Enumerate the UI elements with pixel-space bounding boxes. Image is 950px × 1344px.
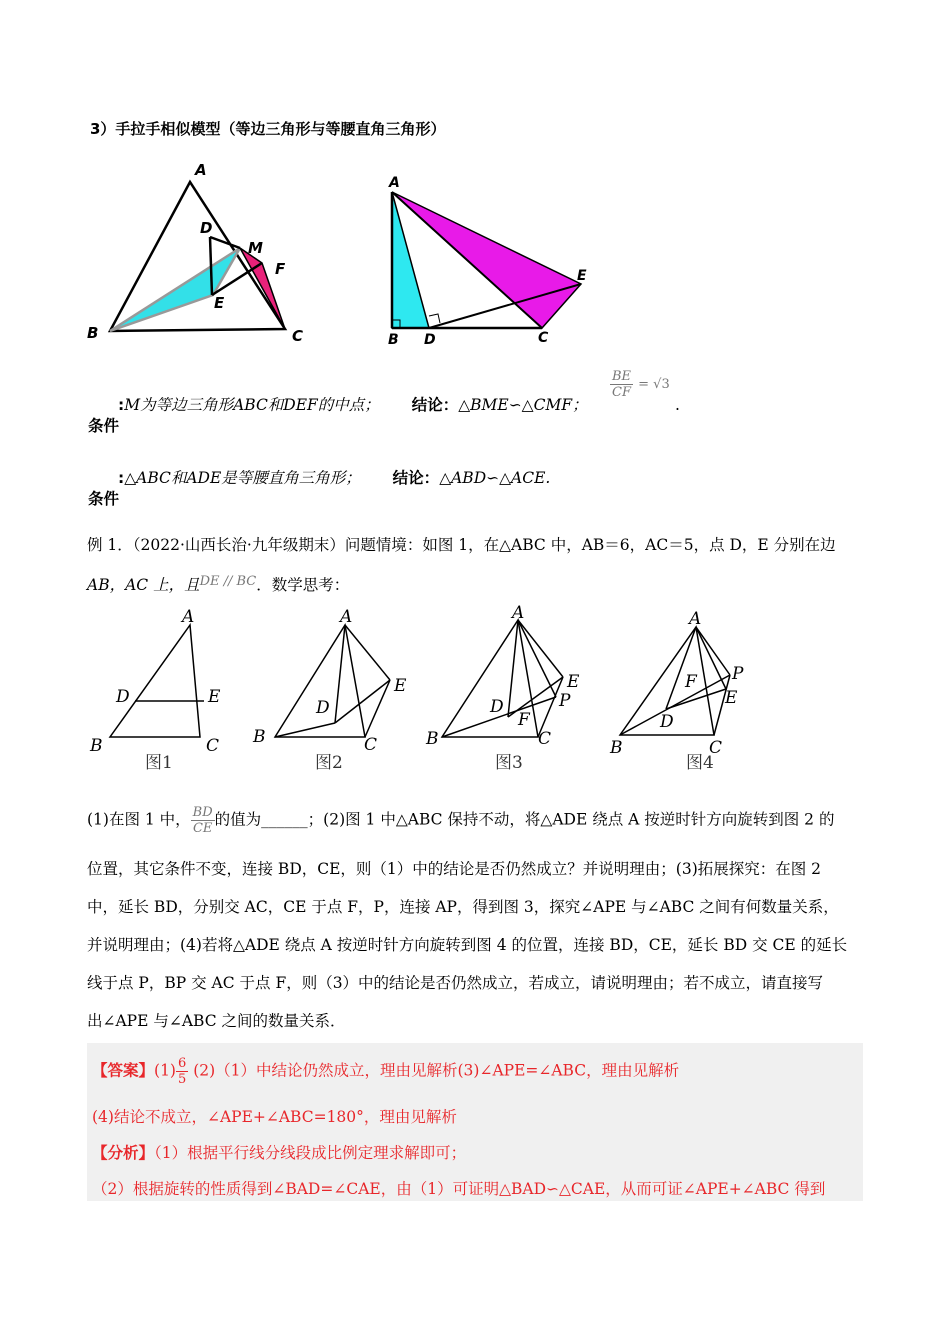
cond2-text: △ABC和ADE是等腰直角三角形； bbox=[124, 469, 361, 487]
frac-rhs: = √3 bbox=[638, 377, 670, 392]
question-line-4: 并说明理由；(4)若将△ADE 绕点 A 按逆时针方向旋转到图 4 的位置，连接 BD，CE，延长 BD 交 CE 的延长 bbox=[87, 936, 848, 954]
answer-1-prefix: (1) bbox=[154, 1061, 176, 1080]
fig1-label-d: D bbox=[116, 687, 130, 707]
fig3-label-f: F bbox=[518, 710, 530, 730]
answer-frac-den: 5 bbox=[177, 1072, 187, 1087]
cond1-period: . bbox=[675, 396, 680, 414]
cond1-conclusion: △BME∽△CMF； bbox=[458, 396, 588, 414]
fig2-label-d: D bbox=[316, 698, 330, 718]
figure-3 bbox=[425, 605, 580, 773]
analysis-line-2: （2）根据旋转的性质得到∠BAD=∠CAE，由（1）可证明△BAD∽△CAE，从而可证∠APE+∠ABC 得到 bbox=[92, 1180, 826, 1198]
fig3-label-a: A bbox=[512, 605, 525, 623]
fig4-label-c: C bbox=[709, 738, 723, 758]
segment-dm bbox=[210, 237, 240, 248]
label-d: D bbox=[200, 219, 213, 237]
figure-4 bbox=[609, 609, 744, 773]
question-line-2: 位置，其它条件不变，连接 BD，CE，则（1）中的结论是否仍然成立？并说明理由；(3)拓展探究：在图 2 bbox=[87, 860, 822, 878]
figure-right-triangle-model bbox=[380, 168, 600, 348]
fig3-label-d: D bbox=[490, 697, 504, 717]
answer-frac-num: 6 bbox=[177, 1056, 187, 1071]
q1-frac-den: CE bbox=[192, 821, 213, 836]
question-line-3: 中，延长 BD，分别交 AC，CE 于点 F，P，连接 AP，得到图 3，探究∠APE 与∠ABC 之间有何数量关系， bbox=[87, 898, 839, 916]
analysis-line-1 bbox=[92, 1140, 862, 1166]
caption-fig4: 图4 bbox=[686, 753, 714, 773]
caption-fig2: 图2 bbox=[315, 753, 343, 773]
figure-equilateral-model bbox=[80, 155, 320, 350]
fig4-label-a: A bbox=[689, 609, 702, 629]
condition-1-line bbox=[118, 392, 588, 418]
caption-fig1: 图1 bbox=[145, 753, 173, 773]
cond1-tag: 条件 bbox=[88, 417, 120, 435]
example-line2-b: ．数学思考： bbox=[256, 576, 350, 594]
q1-b: 的值为______；(2)图 1 中△ABC 保持不动，将△ADE 绕点 A 按逆时针方向旋转到图 2 的 bbox=[214, 810, 835, 829]
question-line-1 bbox=[87, 805, 867, 836]
fig1-label-e: E bbox=[208, 687, 221, 707]
q1-frac-num: BD bbox=[192, 805, 213, 820]
answer-tag: 【答案】 bbox=[92, 1061, 155, 1080]
label-a: A bbox=[195, 161, 207, 179]
label-c: C bbox=[538, 330, 549, 346]
frac-denominator: CF bbox=[612, 385, 631, 400]
fig3-label-c: C bbox=[538, 729, 552, 749]
label-f: F bbox=[275, 260, 286, 278]
answer-line-4: (4)结论不成立，∠APE+∠ABC=180°，理由见解析 bbox=[92, 1108, 457, 1126]
label-d: D bbox=[424, 332, 436, 348]
cond1-text: M为等边三角形ABC和DEF的中点； bbox=[124, 396, 380, 414]
analysis-tag: 【分析】 bbox=[92, 1144, 155, 1162]
fig3-label-p: P bbox=[559, 691, 571, 711]
q1-a: (1)在图 1 中， bbox=[87, 810, 191, 829]
cond1-conclusion-label: 结论： bbox=[411, 396, 459, 414]
label-e: E bbox=[214, 294, 225, 312]
fig4-label-f: F bbox=[685, 672, 697, 692]
label-b: B bbox=[87, 324, 99, 342]
figure-1 bbox=[89, 607, 221, 773]
cond1-fraction bbox=[610, 369, 670, 400]
label-c: C bbox=[292, 327, 304, 345]
example-line-2 bbox=[87, 569, 867, 598]
fig4-label-p: P bbox=[732, 664, 744, 684]
cond1-colon: : bbox=[118, 396, 125, 414]
right-angle-d bbox=[429, 314, 440, 323]
fig2-label-e: E bbox=[394, 676, 407, 696]
fig1-label-a: A bbox=[182, 607, 195, 627]
cond2-tag: 条件 bbox=[88, 490, 120, 508]
fig3-label-b: B bbox=[426, 729, 439, 749]
cond2-conclusion-label: 结论： bbox=[392, 469, 440, 487]
condition-2-line bbox=[118, 465, 550, 491]
de-parallel-bc: DE // BC bbox=[199, 574, 257, 589]
answer-line-1 bbox=[92, 1056, 862, 1087]
label-b: B bbox=[388, 332, 399, 348]
fig4-label-e: E bbox=[725, 688, 738, 708]
frac-numerator: BE bbox=[612, 369, 632, 384]
example-figures bbox=[80, 605, 780, 780]
cond2-colon: : bbox=[118, 469, 125, 487]
fig2-label-c: C bbox=[364, 735, 378, 755]
fig2-label-b: B bbox=[253, 727, 266, 747]
fig4-label-d: D bbox=[660, 712, 674, 732]
label-e: E bbox=[577, 268, 587, 284]
fig1-label-b: B bbox=[90, 736, 103, 756]
fig1-label-c: C bbox=[206, 736, 220, 756]
analysis-1: （1）根据平行线分线段成比例定理求解即可； bbox=[154, 1144, 467, 1162]
answer-rest: (2)（1）中结论仍然成立，理由见解析(3)∠APE=∠ABC，理由见解析 bbox=[188, 1061, 680, 1080]
caption-fig3: 图3 bbox=[495, 753, 523, 773]
cond2-conclusion: △ABD∽△ACE. bbox=[439, 469, 551, 487]
label-a: A bbox=[389, 175, 400, 191]
question-line-6: 出∠APE 与∠ABC 之间的数量关系． bbox=[87, 1012, 346, 1030]
example-line2-a: AB，AC 上，且 bbox=[87, 576, 200, 594]
fig3-label-e: E bbox=[567, 672, 580, 692]
question-line-5: 线于点 P，BP 交 AC 于点 F，则（3）中的结论是否仍然成立，若成立，请说明理由；若不成立，请直接写 bbox=[87, 974, 824, 992]
fig4-label-b: B bbox=[610, 738, 623, 758]
example-line-1: 例 1．（2022·山西长治·九年级期末）问题情境：如图 1，在△ABC 中，AB＝6，AC＝5，点 D，E 分别在边 bbox=[87, 536, 836, 554]
figure-2 bbox=[252, 607, 407, 773]
fig2-label-a: A bbox=[340, 607, 353, 627]
label-m: M bbox=[248, 239, 263, 257]
section-heading: 3）手拉手相似模型（等边三角形与等腰直角三角形） bbox=[90, 120, 446, 138]
